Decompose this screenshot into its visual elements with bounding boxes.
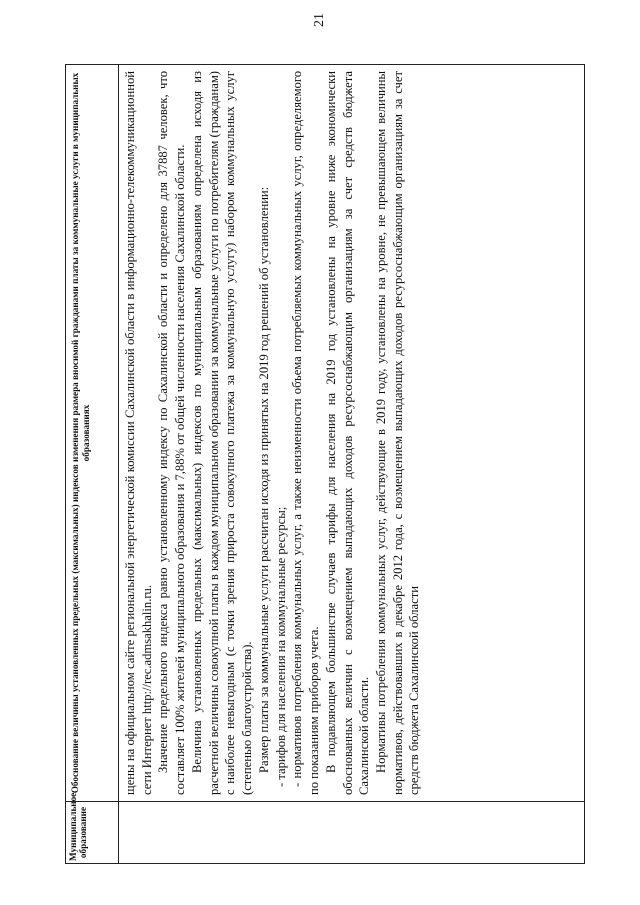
header-justification: Обоснование величины установленных предельных (максимальных) индексов изменения размера вносимой гражданами платы за коммунальные услуги в муниципальных образованиях	[66, 65, 119, 802]
municipality-cell	[119, 802, 585, 864]
justification-paragraph: - нормативов потребления коммунальных услуг, а также неизменности объема потребляемых коммунальных услуг, определяемого по показаниям приборов учета.	[290, 71, 322, 795]
justification-paragraph: В подавляющем большинстве случаев тарифы для населения на 2019 год установлены на уровне ниже экономически обоснованных величин с возмещением выпадающих доходов ресурсоснабжающим организациям за счет средств бюджета Сахалинской области.	[323, 71, 372, 795]
justification-paragraph: щены на официальном сайте региональной энергетической комиссии Сахалинской области в информационно-телекоммуникационной сети Интернет http://rec.admsakhalin.ru.	[123, 71, 154, 795]
header-municipality: Муниципальное образование	[66, 802, 119, 864]
justification-paragraph: Значение предельного индекса равно установленному индексу по Сахалинской области и определено для 37887 человек, что составляет 100% жителей муниципального образования и 7,88% от общей численности населения Сахалинской области.	[156, 71, 188, 795]
table-body-row	[119, 65, 585, 864]
landscape-frame	[65, 64, 585, 864]
justification-paragraph: - тарифов для населения на коммунальные ресурсы;	[273, 506, 288, 787]
justification-paragraph: Нормативы потребления коммунальных услуг, действующие в 2019 году, установлены на уровне, не превышающем величины нормативов, действовавших в декабре 2012 года, с возмещением выпадающих доходов ресурсоснабжающим организациям за счет средств бюджета Сахалинской области	[374, 71, 422, 795]
justification-paragraph: Величина установленных предельных (максимальных) индексов по муниципальным образованиям определена исходя из расчетной величины совокупной платы в каждом муниципальном образовании за коммунальные услуги по потребителям (гражданам) с наиболее невыгодным (с точки зрения прироста совокупного платежа за коммунальную услугу) набором коммунальных услуг (степенью благоустройства).	[189, 71, 255, 795]
justification-table	[65, 64, 585, 864]
rotated-table-container	[65, 64, 585, 864]
table-header-row	[66, 65, 119, 864]
justification-paragraph: Размер платы за коммунальные услуги рассчитан исходя из принятых на 2019 год решений об установлении:	[256, 186, 271, 773]
justification-cell	[119, 65, 585, 802]
page-number: 21	[312, 13, 327, 27]
